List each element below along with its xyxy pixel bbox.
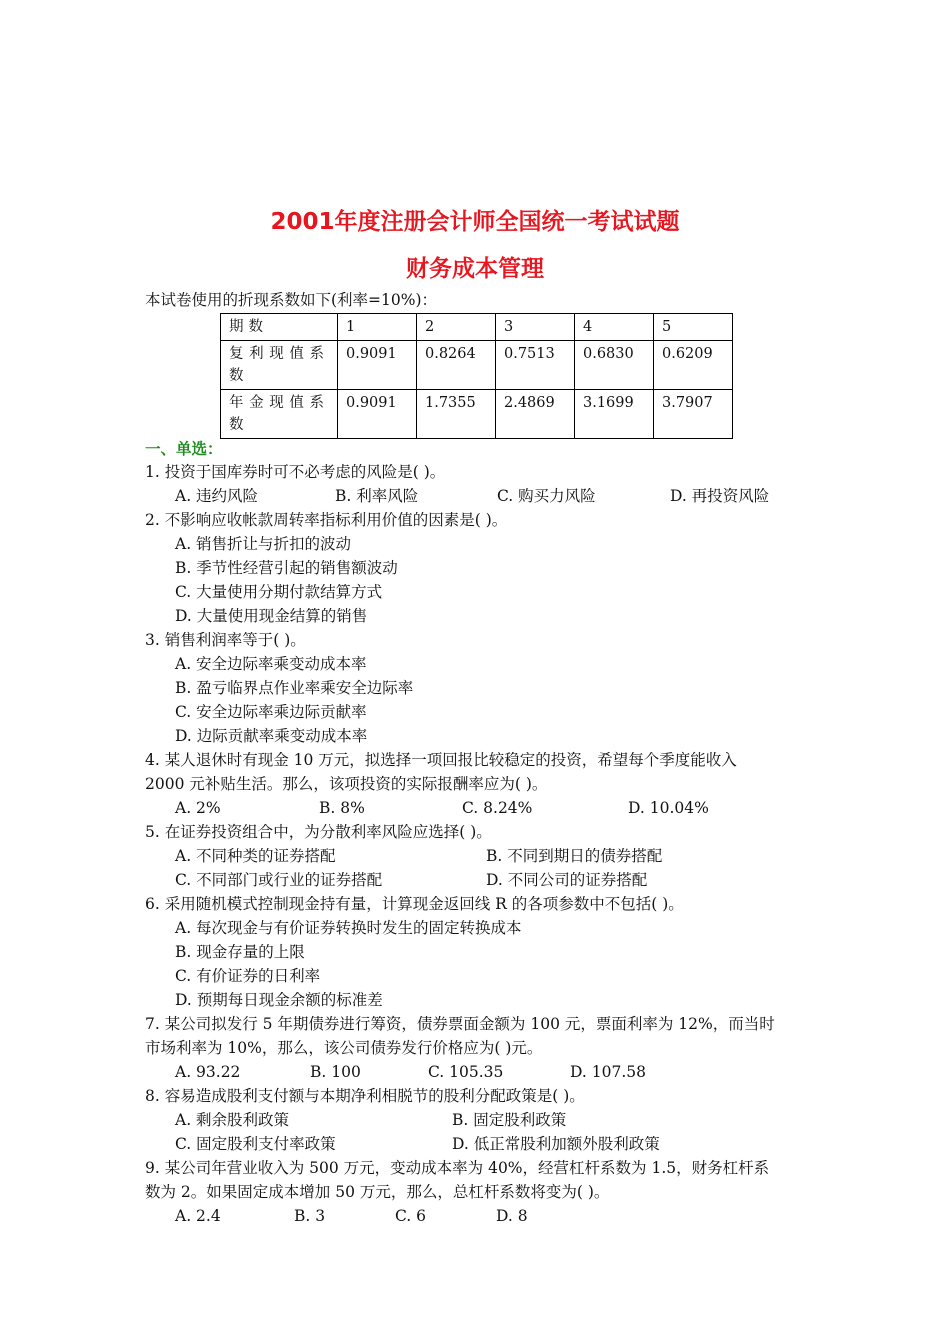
table-cell: 2 <box>417 314 496 341</box>
table-cell: 1 <box>338 314 417 341</box>
table-cell: 2.4869 <box>496 390 575 439</box>
question-6-option-c: C. 有价证券的日利率 <box>175 967 321 985</box>
question-8-option-a: A. 剩余股利政策 <box>175 1111 290 1129</box>
question-3-option-d: D. 边际贡献率乘变动成本率 <box>175 727 368 745</box>
question-8-stem: 8. 容易造成股利支付额与本期净利相脱节的股利分配政策是( )。 <box>145 1087 585 1105</box>
question-4-stem-line1: 4. 某人退休时有现金 10 万元，拟选择一项回报比较稳定的投资，希望每个季度能收入 <box>145 751 737 769</box>
question-3-stem: 3. 销售利润率等于( )。 <box>145 631 306 649</box>
question-9-stem-line2: 数为 2。如果固定成本增加 50 万元，那么，总杠杆系数将变为( )。 <box>145 1183 610 1201</box>
question-1-option-a: A. 违约风险 <box>175 487 259 505</box>
question-7-stem-line1: 7. 某公司拟发行 5 年期债券进行筹资，债券票面金额为 100 元，票面利率为 12%，而当时 <box>145 1015 775 1033</box>
question-4-stem-line2: 2000 元补贴生活。那么，该项投资的实际报酬率应为( )。 <box>145 775 548 793</box>
question-6-option-d: D. 预期每日现金余额的标准差 <box>175 991 383 1009</box>
question-4-option-b: B. 8% <box>319 799 365 817</box>
question-9-stem-line1: 9. 某公司年营业收入为 500 万元，变动成本率为 40%，经营杠杆系数为 1.5，财务杠杆系 <box>145 1159 770 1177</box>
table-cell: 期数 <box>221 314 338 341</box>
question-7-stem-line2: 市场利率为 10%，那么，该公司债券发行价格应为( )元。 <box>145 1039 543 1057</box>
question-5-option-b: B. 不同到期日的债券搭配 <box>486 847 663 865</box>
question-9-option-a: A. 2.4 <box>175 1207 221 1225</box>
question-7-option-b: B. 100 <box>310 1063 361 1081</box>
table-row <box>221 341 733 390</box>
table-cell: 0.7513 <box>496 341 575 390</box>
table-cell: 3.1699 <box>575 390 654 439</box>
question-4-option-a: A. 2% <box>175 799 221 817</box>
discount-table <box>220 313 733 439</box>
question-7-option-c: C. 105.35 <box>428 1063 504 1081</box>
question-8-option-b: B. 固定股利政策 <box>452 1111 567 1129</box>
question-9-option-b: B. 3 <box>294 1207 326 1225</box>
intro-text: 本试卷使用的折现系数如下(利率=10%)： <box>145 291 438 309</box>
question-5-option-a: A. 不同种类的证券搭配 <box>175 847 336 865</box>
table-row <box>221 314 733 341</box>
question-6-stem: 6. 采用随机模式控制现金持有量，计算现金返回线 R 的各项参数中不包括( )。 <box>145 895 684 913</box>
question-2-option-c: C. 大量使用分期付款结算方式 <box>175 583 383 601</box>
question-3-option-b: B. 盈亏临界点作业率乘安全边际率 <box>175 679 414 697</box>
question-8-option-d: D. 低正常股利加额外股利政策 <box>452 1135 660 1153</box>
question-2-stem: 2. 不影响应收帐款周转率指标利用价值的因素是( )。 <box>145 511 508 529</box>
table-cell: 年金现值系数 <box>221 390 338 439</box>
table-cell: 复利现值系数 <box>221 341 338 390</box>
table-row <box>221 390 733 439</box>
table-cell: 0.9091 <box>338 390 417 439</box>
question-6-option-a: A. 每次现金与有价证券转换时发生的固定转换成本 <box>175 919 522 937</box>
question-1-stem: 1. 投资于国库券时可不必考虑的风险是( )。 <box>145 463 446 481</box>
document-title: 2001年度注册会计师全国统一考试试题 <box>270 209 680 235</box>
question-2-option-a: A. 销售折让与折扣的波动 <box>175 535 352 553</box>
question-3-option-a: A. 安全边际率乘变动成本率 <box>175 655 367 673</box>
section-heading: 一、单选： <box>145 440 223 458</box>
question-3-option-c: C. 安全边际率乘边际贡献率 <box>175 703 367 721</box>
question-2-option-d: D. 大量使用现金结算的销售 <box>175 607 368 625</box>
table-cell: 0.9091 <box>338 341 417 390</box>
table-cell: 3 <box>496 314 575 341</box>
table-cell: 0.6830 <box>575 341 654 390</box>
table-cell: 0.8264 <box>417 341 496 390</box>
question-7-option-d: D. 107.58 <box>570 1063 646 1081</box>
question-1-option-d: D. 再投资风险 <box>670 487 770 505</box>
question-8-option-c: C. 固定股利支付率政策 <box>175 1135 336 1153</box>
question-4-option-d: D. 10.04% <box>628 799 709 817</box>
table-cell: 4 <box>575 314 654 341</box>
question-4-option-c: C. 8.24% <box>462 799 533 817</box>
document-subtitle: 财务成本管理 <box>406 256 544 282</box>
question-9-option-c: C. 6 <box>395 1207 427 1225</box>
question-5-option-d: D. 不同公司的证券搭配 <box>486 871 648 889</box>
question-5-stem: 5. 在证券投资组合中，为分散利率风险应选择( )。 <box>145 823 492 841</box>
table-cell: 3.7907 <box>654 390 733 439</box>
table-cell: 5 <box>654 314 733 341</box>
question-2-option-b: B. 季节性经营引起的销售额波动 <box>175 559 398 577</box>
question-6-option-b: B. 现金存量的上限 <box>175 943 305 961</box>
question-9-option-d: D. 8 <box>496 1207 528 1225</box>
question-7-option-a: A. 93.22 <box>175 1063 241 1081</box>
table-cell: 1.7355 <box>417 390 496 439</box>
question-1-option-c: C. 购买力风险 <box>497 487 596 505</box>
question-1-option-b: B. 利率风险 <box>335 487 419 505</box>
question-5-option-c: C. 不同部门或行业的证券搭配 <box>175 871 383 889</box>
table-cell: 0.6209 <box>654 341 733 390</box>
